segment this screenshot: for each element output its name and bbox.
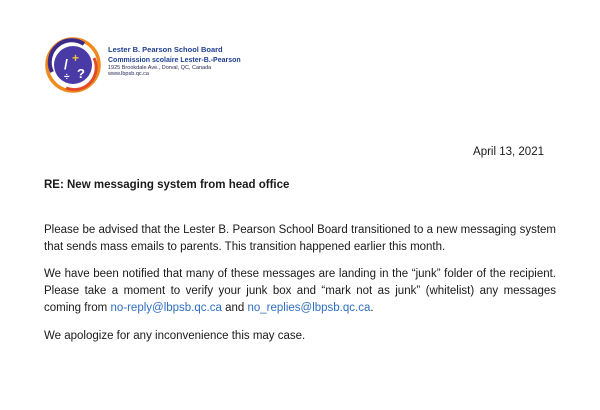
board-name-fr: Commission scolaire Lester-B.-Pearson (108, 56, 241, 64)
logo-question-symbol: ? (77, 66, 85, 81)
logo-divide-symbol: ÷ (64, 72, 70, 83)
paragraph-and-text: and (221, 302, 248, 314)
paragraph-transition: Please be advised that the Lester B. Pearson School Board transitioned to a new messaging system that sends mass emails to parents. This transition happened earlier this month. (44, 224, 556, 253)
paragraph-junk-text: We have been notified that many of these messages are landing in the “junk” folder of the recipient. Please take a moment to verify your junk box and “mark not as junk” (whitelist) any messages coming from (44, 268, 556, 314)
logo-plus-symbol: + (72, 51, 80, 65)
logo-slash-symbol: / (64, 56, 68, 72)
school-board-logo (44, 36, 102, 94)
board-website: www.lbpsb.qc.ca (108, 71, 149, 78)
email-link-no-reply[interactable]: no-reply@lbpsb.qc.ca (110, 302, 222, 314)
letter-subject: RE: New messaging system from head office (44, 179, 290, 191)
email-link-no-replies[interactable]: no_replies@lbpsb.qc.ca (247, 302, 371, 314)
letterhead (44, 36, 241, 94)
paragraph-apology: We apologize for any inconvenience this may case. (44, 330, 306, 342)
board-name-en: Lester B. Pearson School Board (108, 45, 223, 55)
paragraph-end-punctuation: . (370, 302, 374, 314)
paragraph-junk-folder (44, 266, 556, 317)
letter-date: April 13, 2021 (473, 146, 544, 158)
board-address: 1925 Brookdale Ave., Dorval, QC, Canada (108, 65, 212, 72)
board-info (108, 46, 241, 77)
